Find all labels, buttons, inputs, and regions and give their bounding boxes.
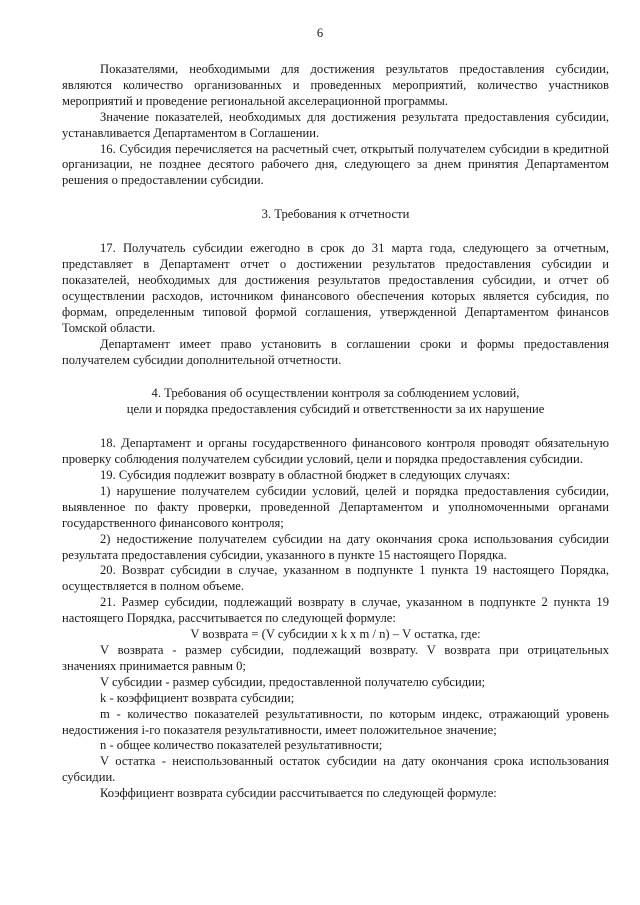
subitem-2: 2) недостижение получателем субсидии на дату окончания срока использования субсидии результата предоставления субсидии, указанного в пункте 15 настоящего Порядка. <box>62 531 609 562</box>
section-4-title-line2: цели и порядка предоставления субсидий и ответственности за их нарушение <box>126 402 545 417</box>
paragraph-item-21: 21. Размер субсидии, подлежащий возврату в случае, указанном в подпункте 2 пункта 19 настоящего Порядка, рассчитывается по следующей формуле: <box>62 595 609 626</box>
paragraph-item-16: 16. Субсидия перечисляется на расчетный счет, открытый получателем субсидии в кредитной организации, не позднее десятого рабочего дня, следующего за днем принятия Департаментом решения о предоставлении субсидии. <box>62 141 609 188</box>
page-number: 6 <box>316 26 324 40</box>
paragraph: Коэффициент возврата субсидии рассчитывается по следующей формуле: <box>100 786 497 801</box>
paragraph-item-19: 19. Субсидия подлежит возврату в областной бюджет в следующих случаях: <box>100 468 511 483</box>
formula: V возврата = (V субсидии x k x m / n) – V остатка, где: <box>190 627 481 642</box>
definition-v-subsidy: V субсидии - размер субсидии, предоставленной получателю субсидии; <box>100 674 486 689</box>
definition-k: k - коэффициент возврата субсидии; <box>100 690 295 705</box>
paragraph-item-20: 20. Возврат субсидии в случае, указанном в подпункте 1 пункта 19 настоящего Порядка, осуществляется в полном объеме. <box>62 563 609 594</box>
definition-v-remainder: V остатка - неиспользованный остаток субсидии на дату окончания срока использования субсидии. <box>62 754 609 785</box>
definition-n: n - общее количество показателей результативности; <box>100 738 383 753</box>
paragraph-item-17: 17. Получатель субсидии ежегодно в срок до 31 марта года, следующего за отчетным, представляет в Департамент отчет о достижении результатов предоставления субсидии и показателей, необходимых для достижения результатов предоставления субсидии, и отчет об осуществлении расходов, источником финансового обеспечения которых является субсидия, по формам, определенным типовой формой соглашения, утвержденной Департаментом финансов Томской области. <box>62 241 609 335</box>
subitem-1: 1) нарушение получателем субсидии условий, целей и порядка предоставления субсидии, выявленное по факту проверки, проведенной Департаментом и уполномоченными органами государственного финансового контроля; <box>62 483 609 530</box>
definition-v-return: V возврата - размер субсидии, подлежащий возврату. V возврата при отрицательных значениях принимается равным 0; <box>62 643 609 673</box>
paragraph: Департамент имеет право установить в соглашении сроки и формы предоставления получателем субсидии дополнительной отчетности. <box>62 336 609 367</box>
paragraph: Показателями, необходимыми для достижения результатов предоставления субсидии, являются количество организованных и проведенных мероприятий, количество участников мероприятий и проведение региональной акселерационной программы. <box>62 62 609 108</box>
definition-m: m - количество показателей результативности, по которым индекс, отражающий уровень недостижения i-го показателя результативности, имеет положительное значение; <box>62 706 609 737</box>
section-3-title: 3. Требования к отчетности <box>261 207 410 222</box>
paragraph: Значение показателей, необходимых для достижения результата предоставления субсидии, устанавливается Департаментом в Соглашении. <box>62 109 609 140</box>
paragraph-item-18: 18. Департамент и органы государственного финансового контроля проводят обязательную проверку соблюдения получателем субсидии условий, цели и порядка предоставления субсидии. <box>62 436 609 467</box>
document-body <box>62 62 609 802</box>
section-4-title-line1: 4. Требования об осуществлении контроля за соблюдением условий, <box>151 386 520 401</box>
